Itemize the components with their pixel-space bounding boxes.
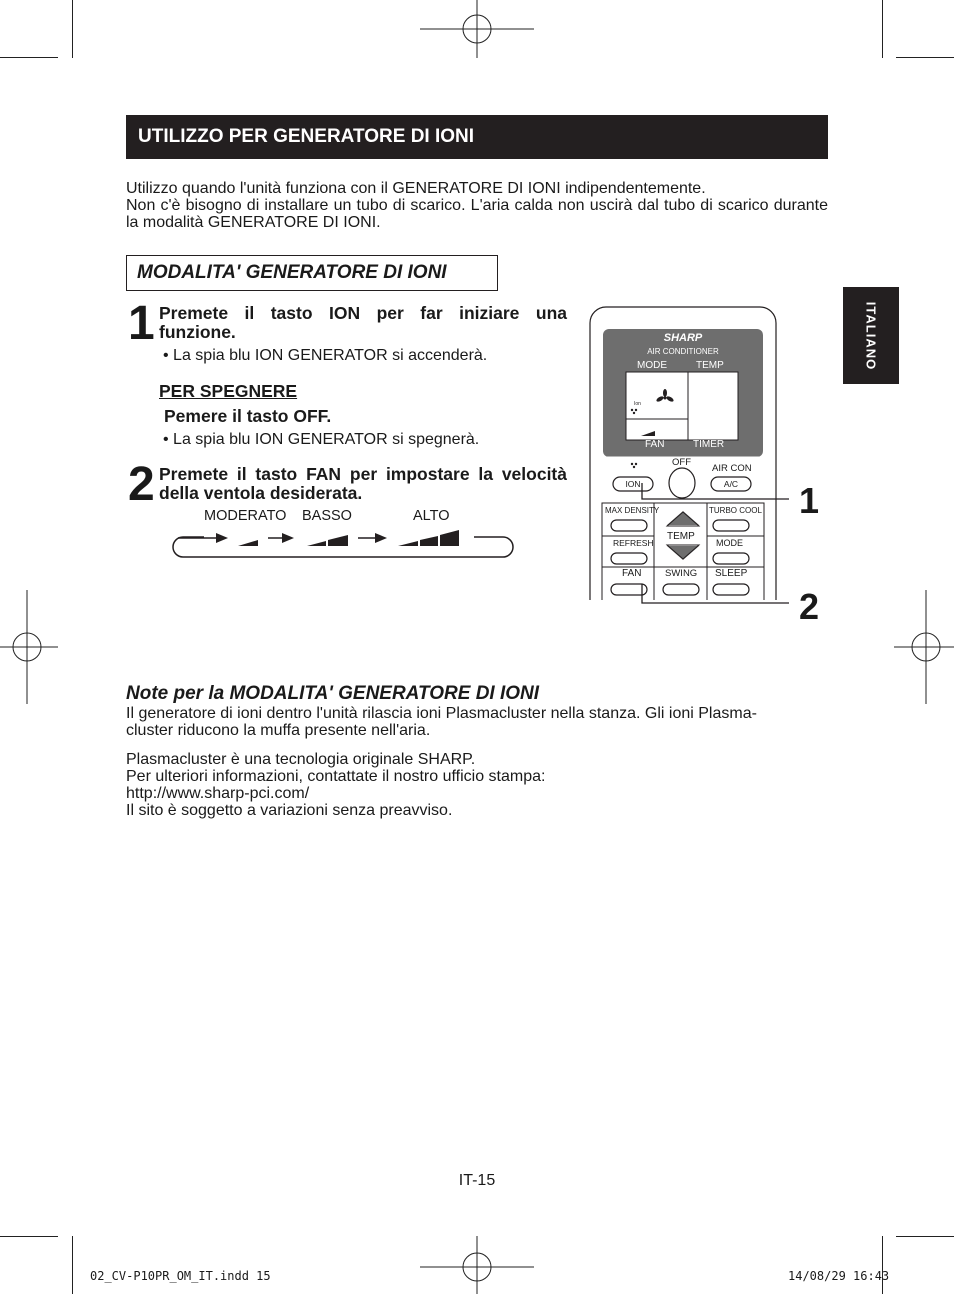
- refresh-button-label: REFRESH: [613, 538, 654, 548]
- callout-2: 2: [799, 586, 820, 627]
- page-number: IT-15: [458, 1172, 496, 1189]
- display-mode-label: MODE: [637, 360, 667, 371]
- step-1-text: Premete il tasto ION per far iniziare una funzione.: [159, 303, 567, 342]
- section-header: UTILIZZO PER GENERATORE DI IONI: [126, 115, 828, 159]
- sleep-button-label: SLEEP: [715, 568, 748, 579]
- display-temp-label: TEMP: [696, 360, 724, 371]
- air-con-button-label: AIR CON: [712, 463, 752, 474]
- off-section-text: Pemere il tasto OFF.: [164, 406, 332, 426]
- intro-line: Non c'è bisogno di installare un tubo di scarico. L'aria calda non uscirà dal tubo di scarico durante la modalità GENERATORE DI IONI.: [126, 197, 828, 231]
- display-timer-label: TIMER: [693, 439, 725, 450]
- off-section-bullet: • La spia blu ION GENERATOR si spegnerà.: [163, 431, 480, 448]
- mode-button-label: MODE: [716, 538, 743, 548]
- registration-mark-top: [420, 0, 534, 60]
- registration-mark-right: [894, 590, 954, 704]
- display-fan-label: FAN: [645, 439, 665, 450]
- notes-paragraph-1: [126, 705, 828, 739]
- notes-link[interactable]: http://www.sharp-pci.com/: [126, 785, 310, 802]
- fan-speed-cycle-diagram: [170, 526, 516, 562]
- notes-line: Per ulteriori informazioni, contattate il nostro ufficio stampa:: [126, 768, 546, 785]
- temp-button-label: TEMP: [667, 531, 695, 542]
- language-tab-label: ITALIANO: [863, 301, 879, 370]
- step-2-text: Premete il tasto FAN per impostare la velocità della ventola desiderata.: [159, 464, 567, 503]
- notes-line: Plasmacluster è una tecnologia originale SHARP.: [126, 751, 476, 768]
- mode-title-box: MODALITA' GENERATORE DI IONI: [126, 255, 498, 291]
- step-2-number: 2: [128, 458, 155, 511]
- step-1-bullet: • La spia blu ION GENERATOR si accenderà.: [163, 347, 488, 364]
- max-density-button-label: MAX DENSITY: [605, 506, 660, 515]
- swing-button-label: SWING: [665, 568, 698, 579]
- language-tab: [843, 287, 899, 384]
- notes-paragraph-2: [126, 751, 828, 819]
- fan-speed-label: MODERATO: [204, 508, 287, 524]
- remote-brand: SHARP: [663, 332, 703, 344]
- intro-text: [126, 180, 828, 231]
- fan-speed-label: ALTO: [413, 508, 450, 524]
- off-section-title: PER SPEGNERE: [159, 381, 298, 401]
- ac-button-label: A/C: [723, 479, 739, 489]
- display-ion-label: Ion: [634, 401, 641, 407]
- turbo-cool-button-label: TURBO COOL: [709, 506, 762, 515]
- notes-line: cluster riducono la muffa presente nell'aria.: [126, 722, 431, 739]
- off-button-label: OFF: [672, 457, 691, 468]
- date-slug: 14/08/29 16:43: [788, 1269, 890, 1283]
- notes-title: Note per la MODALITA' GENERATORE DI IONI: [126, 683, 540, 704]
- registration-mark-bottom: [420, 1236, 534, 1294]
- fan-speed-label: BASSO: [302, 508, 352, 524]
- ion-button-label: ION: [625, 479, 641, 489]
- fan-button-label: FAN: [622, 568, 642, 579]
- callout-lines: [600, 470, 800, 620]
- registration-mark-left: [0, 590, 60, 704]
- notes-line: Il sito è soggetto a variazioni senza preavviso.: [126, 802, 453, 819]
- intro-line: Utilizzo quando l'unità funziona con il GENERATORE DI IONI indipendentemente.: [126, 180, 706, 197]
- callout-1: 1: [799, 480, 820, 521]
- step-1-number: 1: [128, 297, 155, 350]
- notes-line: Il generatore di ioni dentro l'unità rilascia ioni Plasmacluster nella stanza. Gli ioni Plasma-: [126, 705, 757, 722]
- remote-subtitle: AIR CONDITIONER: [647, 347, 719, 356]
- file-slug: 02_CV-P10PR_OM_IT.indd 15: [90, 1269, 271, 1283]
